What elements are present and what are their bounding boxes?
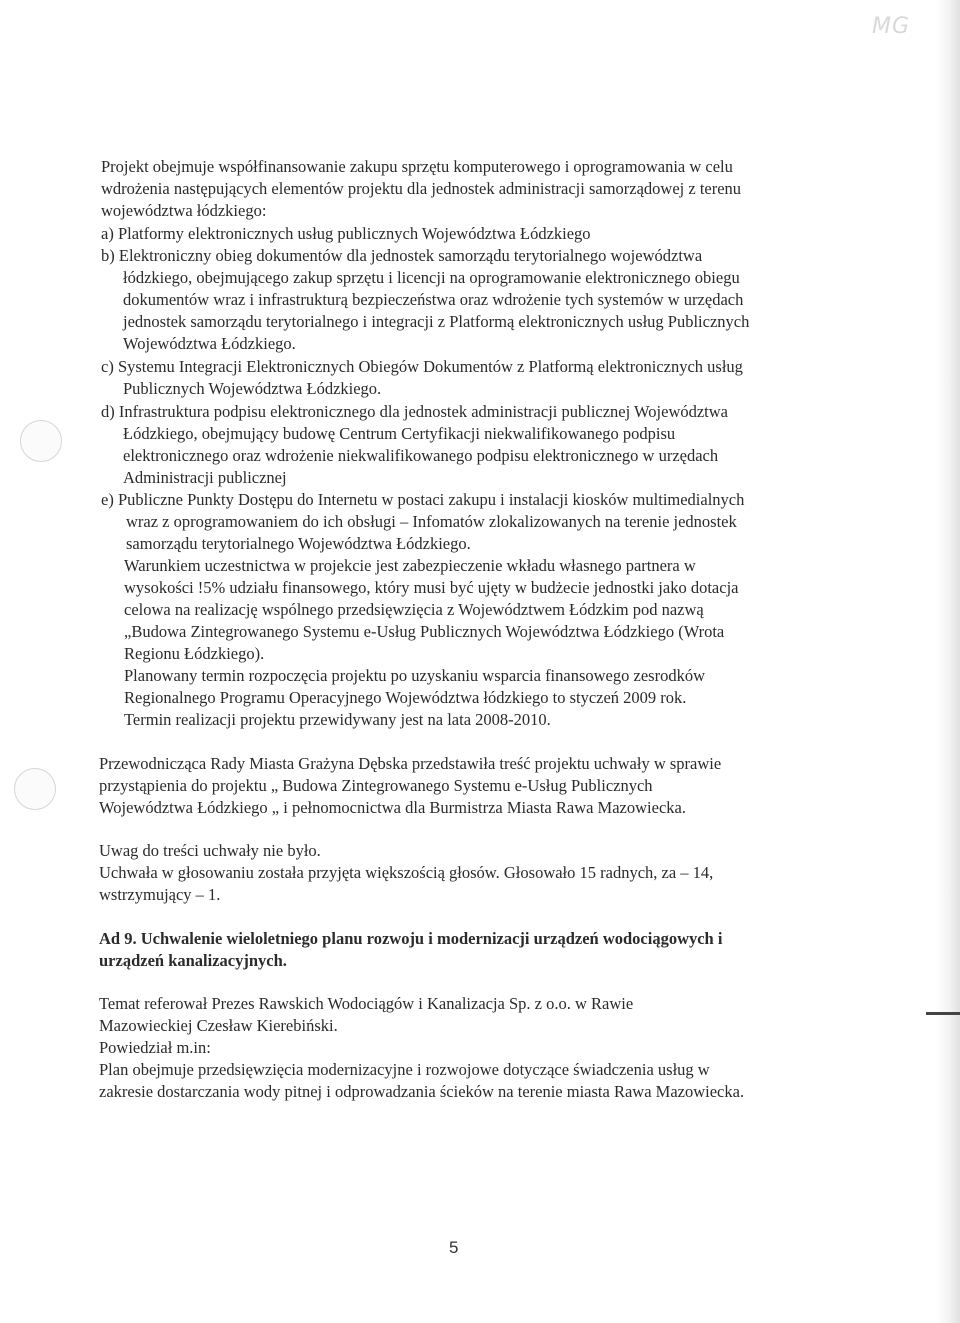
agenda-item-9-heading-line-1: Ad 9. Uchwalenie wieloletniego planu rozwoju i modernizacji urządzeń wodociągowych i <box>99 929 723 948</box>
list-item-b: b) Elektroniczny obieg dokumentów dla jednostek samorządu terytorialnego województwa <box>101 246 703 265</box>
list-item-b-line-2: łódzkiego, obejmującego zakup sprzętu i licencji na oprogramowanie elektronicznego obiegu <box>123 268 740 287</box>
agenda-item-9-heading-line-2: urządzeń kanalizacyjnych. <box>99 951 287 970</box>
participation-line-5: Regionu Łódzkiego). <box>124 644 265 663</box>
text-line-3: województwa łódzkiego: <box>101 201 267 220</box>
corner-initials: MG <box>872 14 911 39</box>
punch-hole-lower <box>14 768 56 810</box>
list-item-e-line-2: wraz z oprogramowaniem do ich obsługi – Infomatów zlokalizowanych na terenie jednostek <box>126 512 737 531</box>
text-line-2: wdrożenia następujących elementów projektu dla jednostek administracji samorządowej z terenu <box>101 179 742 198</box>
text-line-1: Projekt obejmuje współfinansowanie zakupu sprzętu komputerowego i oprogramowania w celu <box>101 157 733 176</box>
list-item-b-line-3: dokumentów wraz i infrastrukturą bezpieczeństwa oraz wdrożenie tych systemów w urzędach <box>123 290 744 309</box>
list-item-d-line-2: Łódzkiego, obejmujący budowę Centrum Certyfikacji niekwalifikowanego podpisu <box>123 424 676 443</box>
participation-line-3: celowa na realizację wspólnego przedsięwzięcia z Województwem Łódzkim pod nazwą <box>124 600 704 619</box>
list-item-e-line-3: samorządu terytorialnego Województwa Łódzkiego. <box>126 534 471 553</box>
participation-line-2: wysokości !5% udziału finansowego, który musi być ujęty w budżecie jednostki jako dotacja <box>124 578 739 597</box>
list-item-c-line-2: Publicznych Województwa Łódzkiego. <box>123 379 382 398</box>
participation-line-1: Warunkiem uczestnictwa w projekcie jest zabezpieczenie wkładu własnego partnera w <box>124 556 696 575</box>
planned-start-line-1: Planowany termin rozpoczęcia projektu po uzyskaniu wsparcia finansowego zesrodków <box>124 666 705 685</box>
presenter-line-1: Temat referował Prezes Rawskich Wodociągów i Kanalizacja Sp. z o.o. w Rawie <box>99 994 634 1013</box>
list-item-a: a) Platformy elektronicznych usług publicznych Województwa Łódzkiego <box>101 224 591 243</box>
voting-result-line-1: Uchwała w głosowaniu została przyjęta większością głosów. Głosowało 15 radnych, za – 14, <box>99 863 714 882</box>
participation-line-4: „Budowa Zintegrowanego Systemu e-Usług Publicznych Województwa Łódzkiego (Wrota <box>124 622 725 641</box>
scan-margin-mark <box>926 1012 960 1015</box>
punch-hole-upper <box>20 420 62 462</box>
planned-start-line-2: Regionalnego Programu Operacyjnego Województwa łódzkiego to styczeń 2009 rok. <box>124 688 687 707</box>
list-item-b-line-4: jednostek samorządu terytorialnego i integracji z Platformą elektronicznych usług Publicznych <box>123 312 750 331</box>
chairwoman-line-2: przystąpienia do projektu „ Budowa Zintegrowanego Systemu e-Usług Publicznych <box>99 776 653 795</box>
page-number: 5 <box>449 1238 459 1257</box>
voting-result-line-2: wstrzymujący – 1. <box>99 885 221 904</box>
scan-shadow-edge <box>936 0 960 1323</box>
list-item-d-line-4: Administracji publicznej <box>123 468 287 487</box>
list-item-e: e) Publiczne Punkty Dostępu do Internetu w postaci zakupu i instalacji kiosków multimedialnych <box>101 490 745 509</box>
plan-description-line-2: zakresie dostarczania wody pitnej i odprowadzania ścieków na terenie miasta Rawa Mazowiecka. <box>99 1082 745 1101</box>
remarks-line: Uwag do treści uchwały nie było. <box>99 841 321 860</box>
realization-period-line: Termin realizacji projektu przewidywany jest na lata 2008-2010. <box>124 710 551 729</box>
presenter-line-2: Mazowieckiej Czesław Kierebiński. <box>99 1016 338 1035</box>
list-item-d-line-3: elektronicznego oraz wdrożenie niekwalifikowanego podpisu elektronicznego w urzędach <box>123 446 719 465</box>
list-item-d: d) Infrastruktura podpisu elektronicznego dla jednostek administracji publicznej Województwa <box>101 402 729 421</box>
list-item-c: c) Systemu Integracji Elektronicznych Obiegów Dokumentów z Platformą elektronicznych usług <box>101 357 743 376</box>
chairwoman-line-1: Przewodnicząca Rady Miasta Grażyna Dębska przedstawiła treść projektu uchwały w sprawie <box>99 754 722 773</box>
list-item-b-line-5: Województwa Łódzkiego. <box>123 334 296 353</box>
said-line: Powiedział m.in: <box>99 1038 211 1057</box>
plan-description-line-1: Plan obejmuje przedsięwzięcia modernizacyjne i rozwojowe dotyczące świadczenia usług w <box>99 1060 710 1079</box>
chairwoman-line-3: Województwa Łódzkiego „ i pełnomocnictwa dla Burmistrza Miasta Rawa Mazowiecka. <box>99 798 686 817</box>
